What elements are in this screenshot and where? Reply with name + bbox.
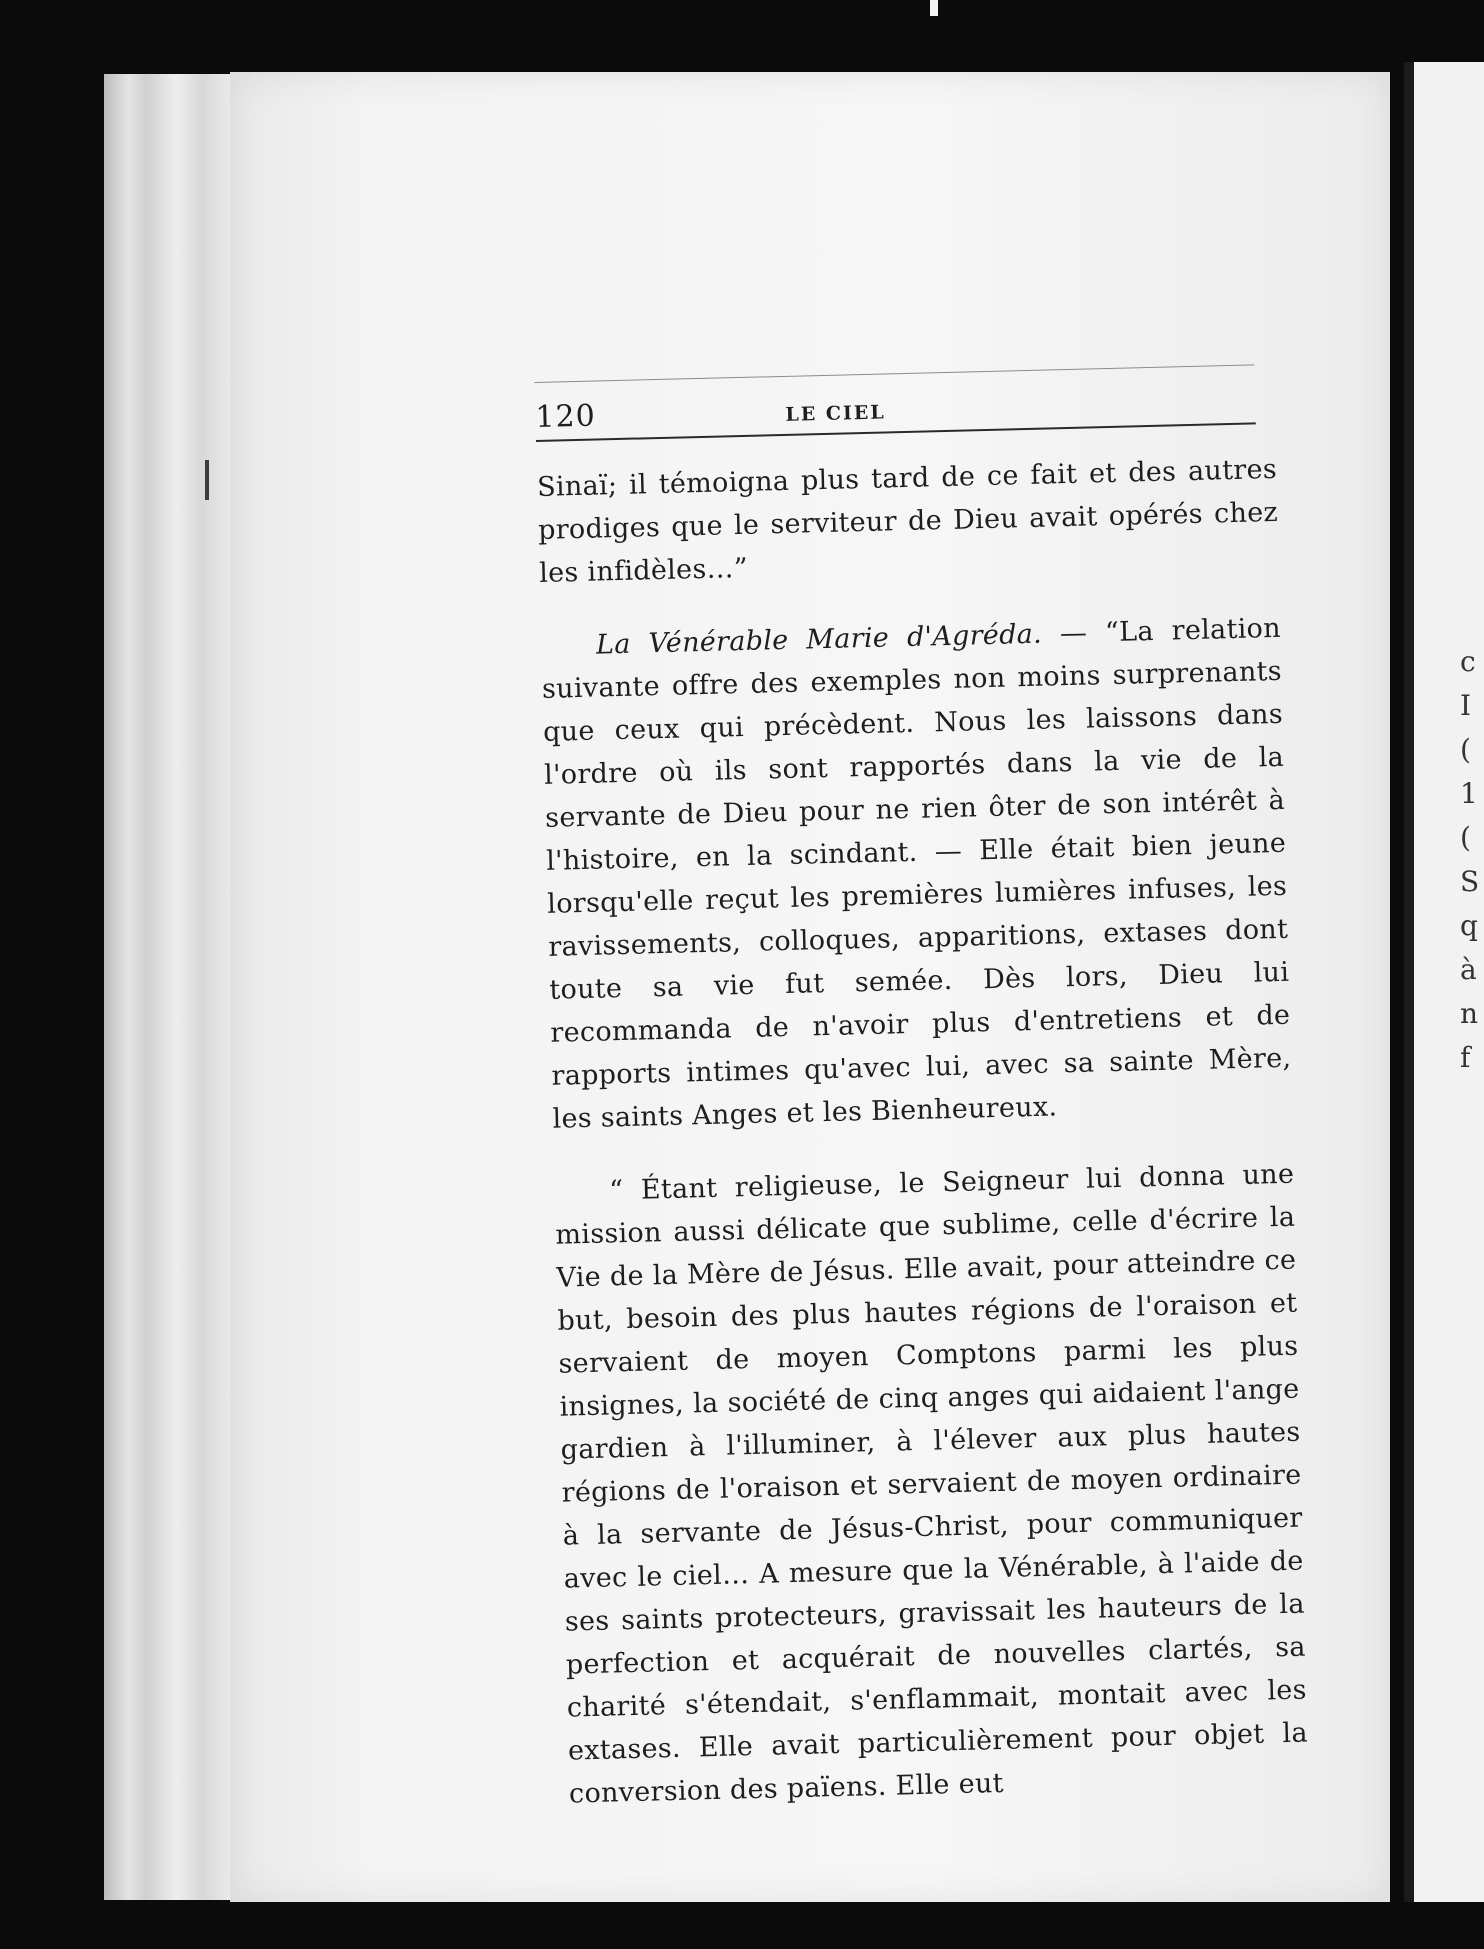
paragraph-2 <box>540 607 1292 1141</box>
fragment: n <box>1460 997 1479 1030</box>
section-heading: La Vénérable Marie d'Agréda. <box>595 618 1043 661</box>
fragment: q <box>1460 909 1478 942</box>
fragment: ( <box>1460 733 1471 766</box>
facing-page-text-fragments <box>1460 640 1479 1080</box>
fragment: 1 <box>1460 777 1478 810</box>
margin-mark <box>205 460 209 500</box>
paragraph-3: “ Étant religieuse, le Seigneur lui donna une mission aussi délicate que sublime, celle d'écrire la Vie de la Mère de Jésus. Elle avait, pour atteindre ce but, besoin des plus hautes régions de l'oraison et servaient de moyen Comptons parmi les plus insignes, la société de cinq anges qui aidaient l'ange gardien à l'illuminer, à l'élever aux plus hautes régions de l'oraison et servaient de moyen ordinaire à la servante de Jésus-Christ, pour communiquer avec le ciel… A mesure que la Vénérable, à l'aide de ses saints protecteurs, gravissait les hauteurs de la perfection et acquérait de nouvelles clartés, sa charité s'étendait, s'enflammait, montait avec les extases. Elle avait particulièrement pour objet la conversion des païens. Elle eut <box>555 1158 1309 1810</box>
page-number: 120 <box>535 398 597 435</box>
fragment: S <box>1460 865 1480 898</box>
fragment: f <box>1460 1041 1471 1074</box>
fragment: ( <box>1460 821 1471 854</box>
running-title: LE CIEL <box>785 401 886 426</box>
paragraph-1: Sinaï; il témoigna plus tard de ce fait et des autres prodiges que le serviteur de Dieu avait opérés chez les infidèles…” <box>536 453 1279 589</box>
fragment: à <box>1460 953 1477 986</box>
film-speck <box>930 0 938 16</box>
fragment: I <box>1460 689 1472 722</box>
fragment: c <box>1460 645 1476 678</box>
page-text-block <box>535 382 1310 1846</box>
paragraph-2-body: — “La relation suivante offre des exemples non moins surprenants que ceux qui précèdent. Nous les laissons dans l'ordre où ils sont rapportés dans la vie de la servante de Dieu pour ne rien ôter de son intérêt à l'histoire, en la scindant. — Elle était bien jeune lorsqu'elle reçut les premières lumières infuses, les ravissements, colloques, apparitions, extases dont toute sa vie fut semée. Dès lors, Dieu lui recommanda de n'avoir plus d'entretiens et de rapports intimes qu'avec lui, avec sa sainte Mère, les saints Anges et les Bienheureux. <box>541 612 1292 1135</box>
book-page-edges <box>104 74 246 1900</box>
